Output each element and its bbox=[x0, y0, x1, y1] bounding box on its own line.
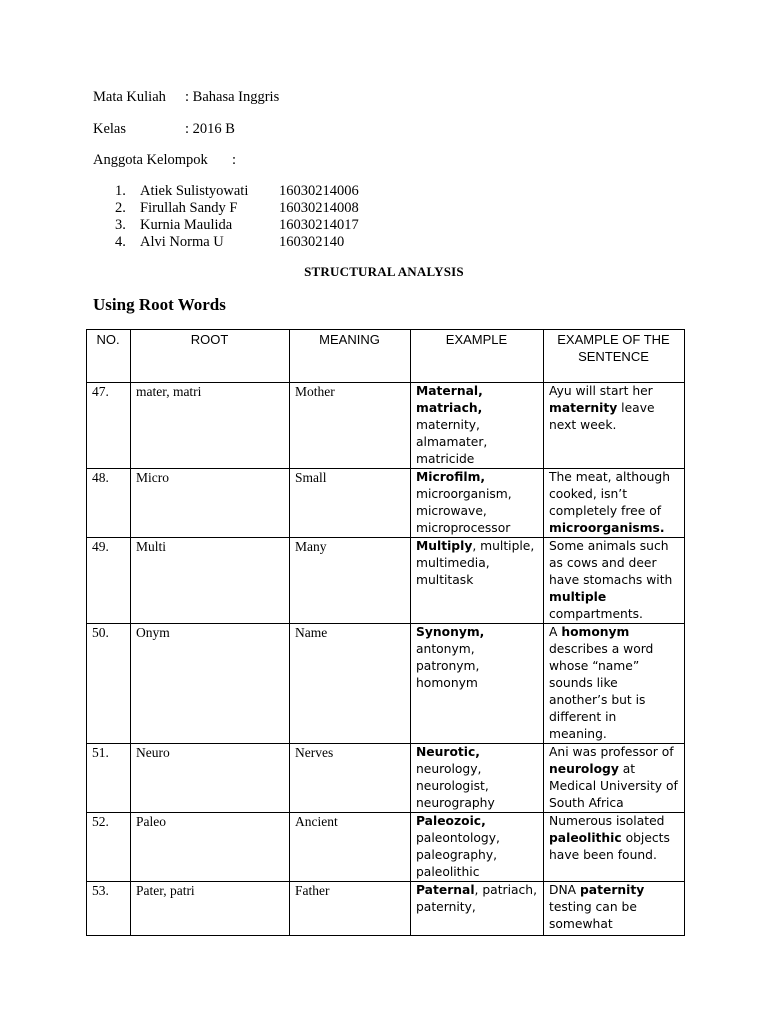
cell-example bbox=[411, 813, 544, 882]
course-value: : Bahasa Inggris bbox=[185, 89, 280, 105]
cell-root: Multi bbox=[131, 538, 290, 624]
cell-meaning: Nerves bbox=[290, 744, 411, 813]
cell-sentence bbox=[544, 813, 685, 882]
cell-root: Neuro bbox=[131, 744, 290, 813]
sentence-keyword: paleolithic bbox=[549, 831, 622, 845]
cell-sentence bbox=[544, 744, 685, 813]
cell-meaning: Small bbox=[290, 469, 411, 538]
example-rest: neurology, neurologist, neurography bbox=[416, 762, 495, 810]
members-label: Anggota Kelompok bbox=[93, 152, 208, 168]
member-nim: 16030214017 bbox=[279, 217, 359, 233]
table-row bbox=[87, 813, 685, 882]
root-words-table bbox=[86, 329, 685, 936]
example-rest: microorganism, microwave, microprocessor bbox=[416, 487, 512, 535]
member-nim: 160302140 bbox=[279, 234, 345, 250]
table-header-row bbox=[87, 330, 685, 383]
sentence-keyword: neurology bbox=[549, 762, 619, 776]
example-rest: , patriach, paternity, bbox=[416, 883, 537, 914]
cell-meaning: Name bbox=[290, 624, 411, 744]
member-name: Kurnia Maulida bbox=[140, 217, 233, 233]
cell-sentence bbox=[544, 469, 685, 538]
cell-sentence bbox=[544, 624, 685, 744]
member-nim: 16030214006 bbox=[279, 183, 359, 199]
table-row bbox=[87, 469, 685, 538]
cell-example bbox=[411, 383, 544, 469]
example-bold: Multiply bbox=[416, 539, 473, 553]
cell-no: 47. bbox=[87, 383, 131, 469]
class-value: : 2016 B bbox=[185, 121, 235, 137]
sentence-text: DNA bbox=[549, 883, 580, 897]
cell-meaning: Ancient bbox=[290, 813, 411, 882]
example-bold: Synonym, bbox=[416, 625, 485, 639]
member-number: 2. bbox=[115, 200, 126, 216]
table-row bbox=[87, 882, 685, 936]
cell-no: 53. bbox=[87, 882, 131, 936]
cell-root: Micro bbox=[131, 469, 290, 538]
class-label: Kelas bbox=[93, 121, 127, 137]
example-bold: Microfilm, bbox=[416, 470, 486, 484]
member-number: 1. bbox=[115, 183, 126, 199]
sentence-text: testing can be somewhat bbox=[549, 900, 637, 931]
col-header-root: ROOT bbox=[131, 330, 290, 383]
example-rest: paleontology, paleography, paleolithic bbox=[416, 831, 500, 879]
cell-no: 48. bbox=[87, 469, 131, 538]
sentence-keyword: maternity bbox=[549, 401, 618, 415]
cell-example bbox=[411, 469, 544, 538]
sentence-keyword: multiple bbox=[549, 590, 607, 604]
cell-no: 49. bbox=[87, 538, 131, 624]
sentence-text: The meat, although cooked, isn’t completely free of bbox=[549, 470, 670, 518]
cell-no: 51. bbox=[87, 744, 131, 813]
table-row bbox=[87, 744, 685, 813]
cell-root: Onym bbox=[131, 624, 290, 744]
cell-root: mater, matri bbox=[131, 383, 290, 469]
member-name: Atiek Sulistyowati bbox=[140, 183, 249, 199]
cell-example bbox=[411, 624, 544, 744]
sentence-text: Some animals such as cows and deer have stomachs with bbox=[549, 539, 673, 587]
sentence-text: Ayu will start her bbox=[549, 384, 653, 398]
cell-sentence bbox=[544, 383, 685, 469]
cell-root: Paleo bbox=[131, 813, 290, 882]
col-header-sentence: EXAMPLE OF THE SENTENCE bbox=[544, 330, 685, 383]
member-nim: 16030214008 bbox=[279, 200, 359, 216]
cell-meaning: Mother bbox=[290, 383, 411, 469]
members-colon: : bbox=[232, 152, 237, 168]
example-bold: Paleozoic, bbox=[416, 814, 486, 828]
col-header-no: NO. bbox=[87, 330, 131, 383]
sentence-text: at Medical University of South Africa bbox=[549, 762, 678, 810]
sentence-text: Ani was professor of bbox=[549, 745, 674, 759]
cell-example bbox=[411, 538, 544, 624]
cell-sentence bbox=[544, 538, 685, 624]
example-bold: Neurotic, bbox=[416, 745, 480, 759]
example-rest: maternity, almamater, matricide bbox=[416, 418, 488, 466]
table-row bbox=[87, 624, 685, 744]
table-row bbox=[87, 538, 685, 624]
cell-sentence bbox=[544, 882, 685, 936]
table-row bbox=[87, 383, 685, 469]
sentence-text: objects have been found. bbox=[549, 831, 670, 862]
sentence-keyword: paternity bbox=[580, 883, 645, 897]
cell-meaning: Many bbox=[290, 538, 411, 624]
member-name: Alvi Norma U bbox=[140, 234, 224, 250]
cell-no: 50. bbox=[87, 624, 131, 744]
sentence-text: A bbox=[549, 625, 562, 639]
cell-root: Pater, patri bbox=[131, 882, 290, 936]
sentence-keyword: homonym bbox=[561, 625, 630, 639]
sentence-text: compartments. bbox=[549, 607, 643, 621]
sentence-keyword: microorganisms. bbox=[549, 521, 665, 535]
cell-example bbox=[411, 882, 544, 936]
example-bold: Paternal bbox=[416, 883, 475, 897]
member-number: 3. bbox=[115, 217, 126, 233]
sentence-text: Numerous isolated bbox=[549, 814, 665, 828]
col-header-meaning: MEANING bbox=[290, 330, 411, 383]
page-title: STRUCTURAL ANALYSIS bbox=[304, 264, 464, 279]
example-bold: Maternal, matriach, bbox=[416, 384, 483, 415]
cell-example bbox=[411, 744, 544, 813]
cell-meaning: Father bbox=[290, 882, 411, 936]
col-header-example: EXAMPLE bbox=[411, 330, 544, 383]
sentence-text: describes a word whose “name” sounds like another’s but is different in meaning. bbox=[549, 642, 654, 741]
section-heading: Using Root Words bbox=[93, 295, 226, 314]
sentence-text: leave next week. bbox=[549, 401, 655, 432]
example-rest: antonym, patronym, homonym bbox=[416, 642, 480, 690]
course-label: Mata Kuliah bbox=[93, 89, 166, 105]
example-rest: , multiple, multimedia, multitask bbox=[416, 539, 535, 587]
cell-no: 52. bbox=[87, 813, 131, 882]
member-name: Firullah Sandy F bbox=[140, 200, 238, 216]
member-number: 4. bbox=[115, 234, 126, 250]
